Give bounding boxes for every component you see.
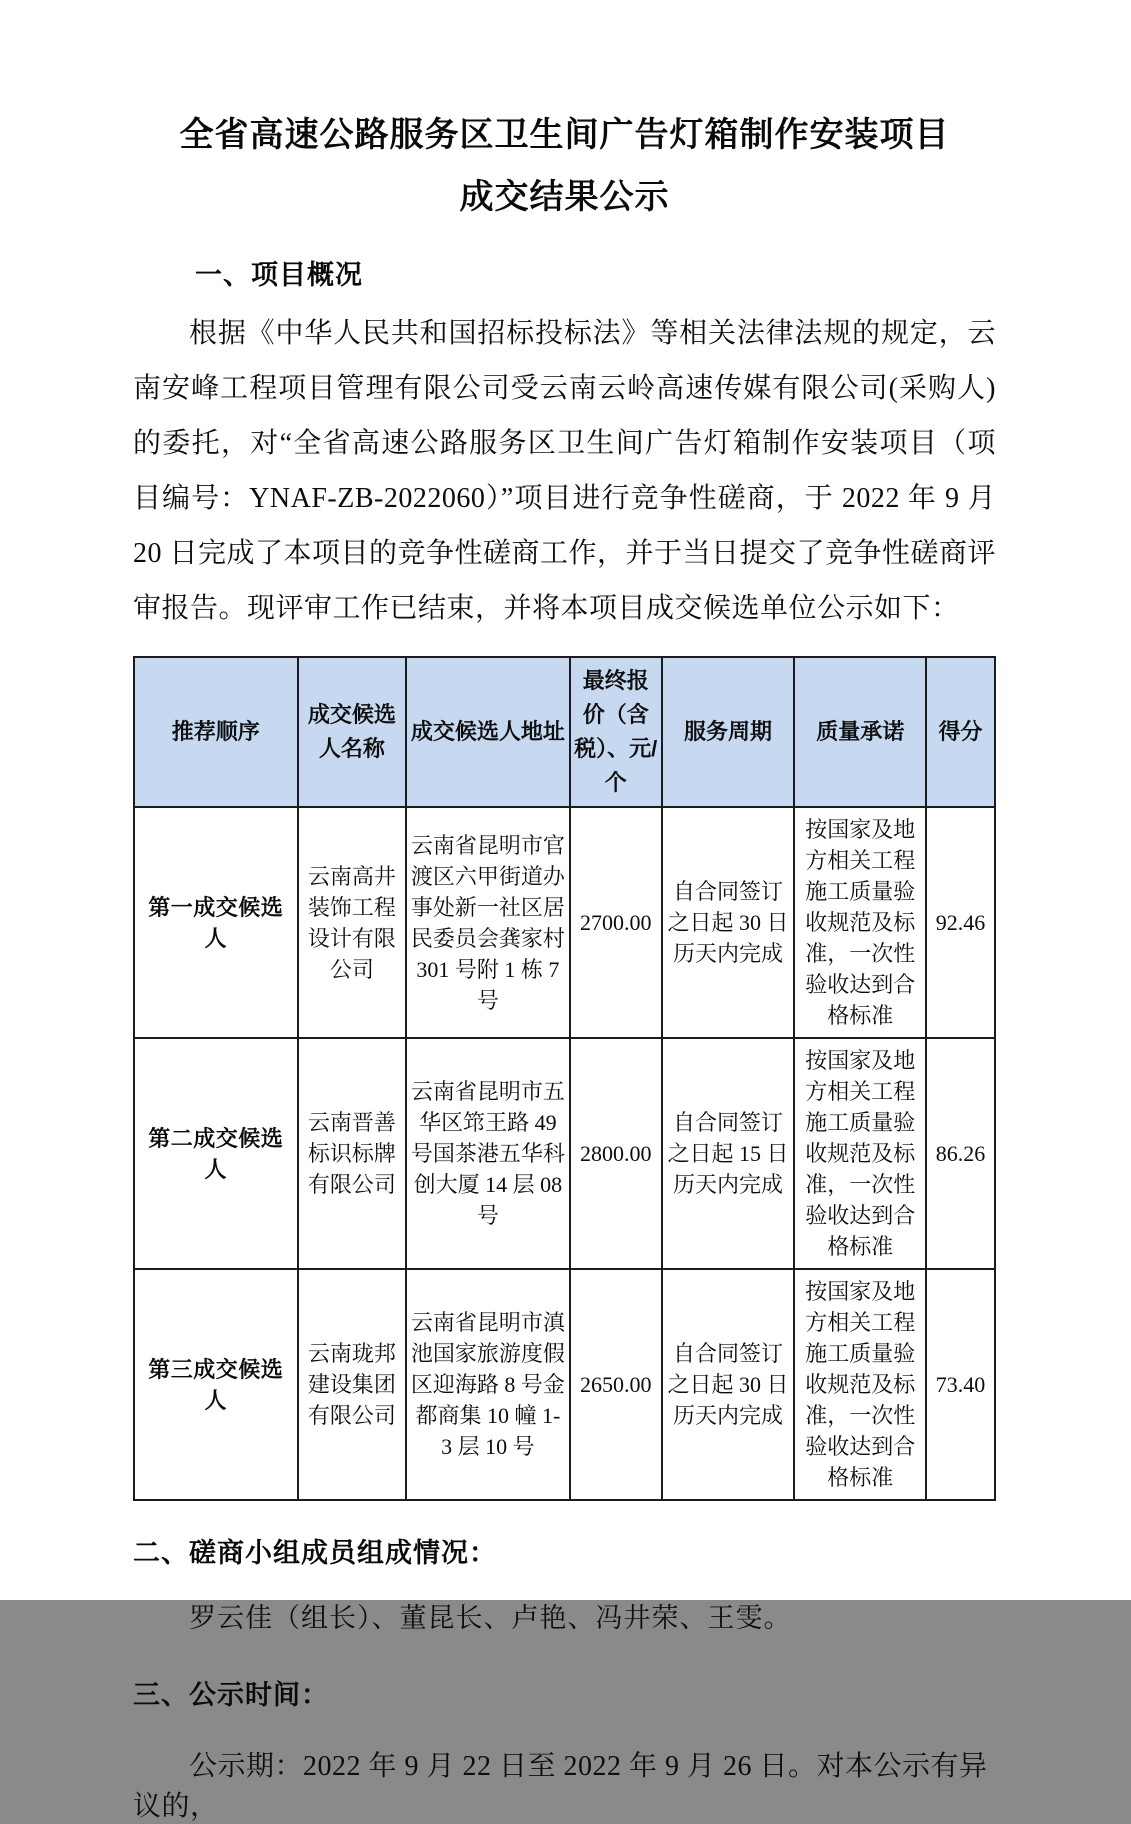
price-cell: 2800.00 [570, 1038, 662, 1269]
document-title [133, 105, 996, 229]
header-service-period: 服务周期 [662, 657, 795, 807]
quality-commitment-cell: 按国家及地方相关工程施工质量验收规范及标准，一次性验收达到合格标准 [794, 807, 926, 1038]
header-candidate-name: 成交候选人名称 [298, 657, 406, 807]
header-rank: 推荐顺序 [134, 657, 298, 807]
rank-cell: 第二成交候选人 [134, 1038, 298, 1269]
section-2-heading: 二、磋商小组成员组成情况： [133, 1538, 497, 1568]
panel-members-line: 罗云佳（组长）、董昆长、卢艳、冯井荣、王雯。 [189, 1603, 792, 1633]
service-period-cell: 自合同签订之日起 15 日历天内完成 [662, 1038, 795, 1269]
quality-commitment-cell: 按国家及地方相关工程施工质量验收规范及标准，一次性验收达到合格标准 [794, 1038, 926, 1269]
document-title-line1: 全省高速公路服务区卫生间广告灯箱制作安装项目 [179, 117, 950, 154]
table-row [134, 807, 995, 1038]
service-period-cell: 自合同签订之日起 30 日历天内完成 [662, 807, 795, 1038]
document-content [133, 0, 996, 1824]
header-final-price: 最终报价（含税）、元/个 [570, 657, 662, 807]
candidate-name-cell: 云南晋善标识标牌有限公司 [298, 1038, 406, 1269]
candidate-name-cell: 云南高井装饰工程设计有限公司 [298, 807, 406, 1038]
header-candidate-address: 成交候选人地址 [406, 657, 570, 807]
publicity-period-paragraph: 公示期：2022 年 9 月 22 日至 2022 年 9 月 26 日。对本公示有异议的， [133, 1751, 988, 1822]
table-header-row [134, 657, 995, 807]
header-quality-commitment: 质量承诺 [794, 657, 926, 807]
score-cell: 86.26 [926, 1038, 995, 1269]
price-cell: 2650.00 [570, 1269, 662, 1500]
document-title-line2: 成交结果公示 [459, 179, 670, 216]
score-cell: 73.40 [926, 1269, 995, 1500]
service-period-cell: 自合同签订之日起 30 日历天内完成 [662, 1269, 795, 1500]
price-cell: 2700.00 [570, 807, 662, 1038]
candidate-name-cell: 云南珑邦建设集团有限公司 [298, 1269, 406, 1500]
rank-cell: 第一成交候选人 [134, 807, 298, 1038]
section-1-heading: 一、项目概况 [195, 260, 363, 290]
candidate-address-cell: 云南省昆明市五华区筇王路 49 号国茶港五华科创大厦 14 层 08 号 [406, 1038, 570, 1269]
candidate-address-cell: 云南省昆明市滇池国家旅游度假区迎海路 8 号金都商集 10 幢 1-3 层 10 号 [406, 1269, 570, 1500]
table-row [134, 1038, 995, 1269]
quality-commitment-cell: 按国家及地方相关工程施工质量验收规范及标准，一次性验收达到合格标准 [794, 1269, 926, 1500]
header-score: 得分 [926, 657, 995, 807]
award-candidates-table [133, 656, 996, 1501]
section-3-heading: 三、公示时间： [133, 1680, 329, 1710]
score-cell: 92.46 [926, 807, 995, 1038]
rank-cell: 第三成交候选人 [134, 1269, 298, 1500]
candidate-address-cell: 云南省昆明市官渡区六甲街道办事处新一社区居民委员会龚家村 301 号附 1 栋 7 号 [406, 807, 570, 1038]
table-row [134, 1269, 995, 1500]
project-overview-paragraph: 根据《中华人民共和国招标投标法》等相关法律法规的规定，云南安峰工程项目管理有限公司受云南云岭高速传媒有限公司(采购人)的委托，对“全省高速公路服务区卫生间广告灯箱制作安装项目（项目编号：YNAF-ZB-2022060）”项目进行竞争性磋商，于 2022 年 9 月 20 日完成了本项目的竞争性磋商工作，并于当日提交了竞争性磋商评审报告。现评审工作已结束，并将本项目成交候选单位公示如下： [133, 318, 997, 624]
